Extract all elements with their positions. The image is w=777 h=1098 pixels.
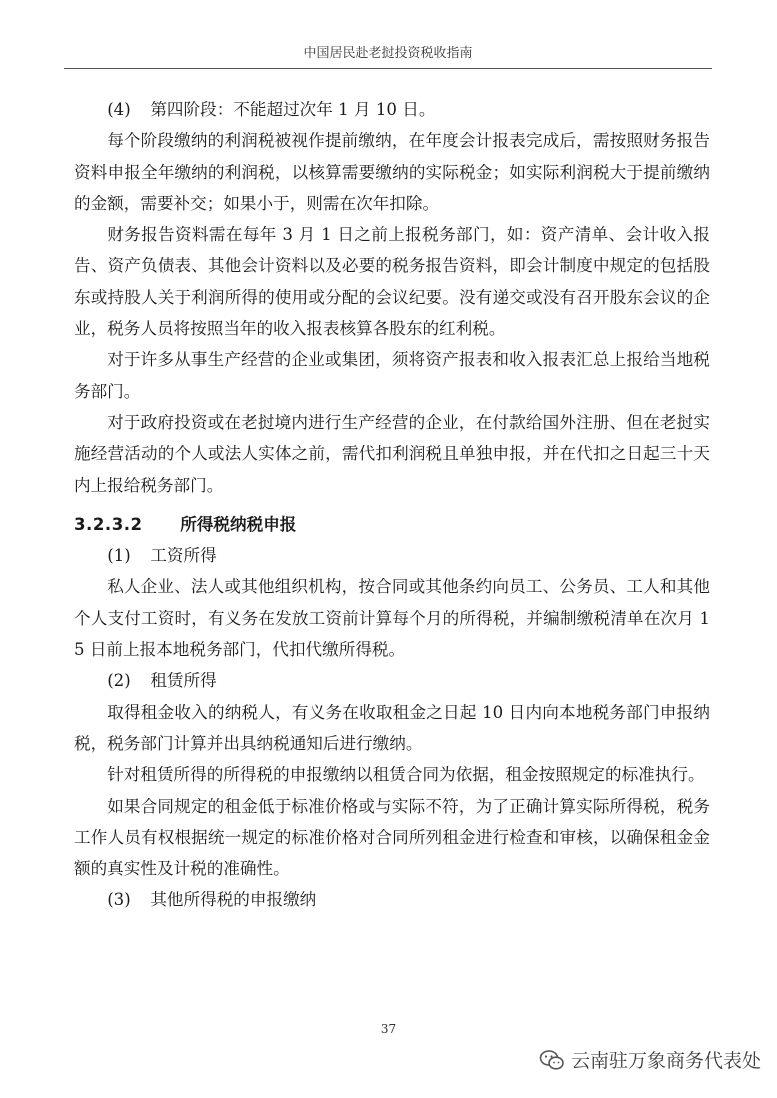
section-title: 所得税纳税申报 <box>180 514 297 534</box>
list-item-other-income <box>74 884 710 915</box>
paragraph: 私人企业、法人或其他组织机构，按合同或其他条约向员工、公务员、工人和其他个人支付工资时，有义务在发放工资前计算每个月的所得税，并编制缴税清单在次月 15 日前上报本地税务部门，代扣代缴所得税。 <box>74 577 710 660</box>
list-item-text: 第四阶段：不能超过次年 1 月 10 日。 <box>150 100 436 119</box>
paragraph: 取得租金收入的纳税人，有义务在收取租金之日起 10 日内向本地税务部门申报纳税，税务部门计算并出具纳税通知后进行缴纳。 <box>74 702 710 753</box>
account-watermark <box>539 1046 761 1073</box>
page-body <box>74 94 710 916</box>
list-item-rental-income <box>74 665 710 696</box>
list-marker: (3) <box>107 890 131 910</box>
watermark-text: 云南驻万象商务代表处 <box>570 1050 761 1072</box>
list-marker: (4) <box>107 100 131 119</box>
list-marker: (1) <box>107 546 131 566</box>
section-heading <box>74 509 710 540</box>
paragraph: 每个阶段缴纳的利润税被视作提前缴纳，在年度会计报表完成后，需按照财务报告资料申报全年缴纳的利润税，以核算需要缴纳的实际税金；如实际利润税大于提前缴纳的金额，需要补交；如果小于，则需在次年扣除。 <box>74 131 710 213</box>
list-item-text: 租赁所得 <box>150 671 217 691</box>
page-number: 37 <box>380 1022 397 1036</box>
list-marker: (2) <box>107 671 131 691</box>
paragraph: 针对租赁所得的所得税的申报缴纳以租赁合同为依据，租金按照规定的标准执行。 <box>107 765 705 785</box>
list-item-text: 其他所得税的申报缴纳 <box>150 890 317 910</box>
list-item-wage-income <box>74 540 710 571</box>
list-item-text: 工资所得 <box>150 546 217 566</box>
wechat-icon <box>539 1049 565 1071</box>
paragraph: 对于许多从事生产经营的企业或集团，须将资产报表和收入报表汇总上报给当地税务部门。 <box>74 350 710 401</box>
section-number: 3.2.3.2 <box>74 514 143 534</box>
running-header: 中国居民赴老挝投资税收指南 <box>303 46 473 61</box>
list-item-stage-4 <box>74 94 710 125</box>
header-rule <box>64 68 712 69</box>
paragraph: 对于政府投资或在老挝境内进行生产经营的企业，在付款给国外注册、但在老挝实施经营活动的个人或法人实体之前，需代扣利润税且单独申报，并在代扣之日起三十天内上报给税务部门。 <box>74 412 710 495</box>
paragraph: 财务报告资料需在每年 3 月 1 日之前上报税务部门，如：资产清单、会计收入报告、资产负债表、其他会计资料以及必要的税务报告资料，即会计制度中规定的包括股东或持股人关于利润所得的使用或分配的会议纪要。没有递交或没有召开股东会议的企业，税务人员将按照当年的收入报表核算各股东的红利税。 <box>74 225 710 339</box>
paragraph: 如果合同规定的租金低于标准价格或与实际不符，为了正确计算实际所得税，税务工作人员有权根据统一规定的标准价格对合同所列租金进行检查和审核，以确保租金金额的真实性及计税的准确性。 <box>74 796 710 879</box>
